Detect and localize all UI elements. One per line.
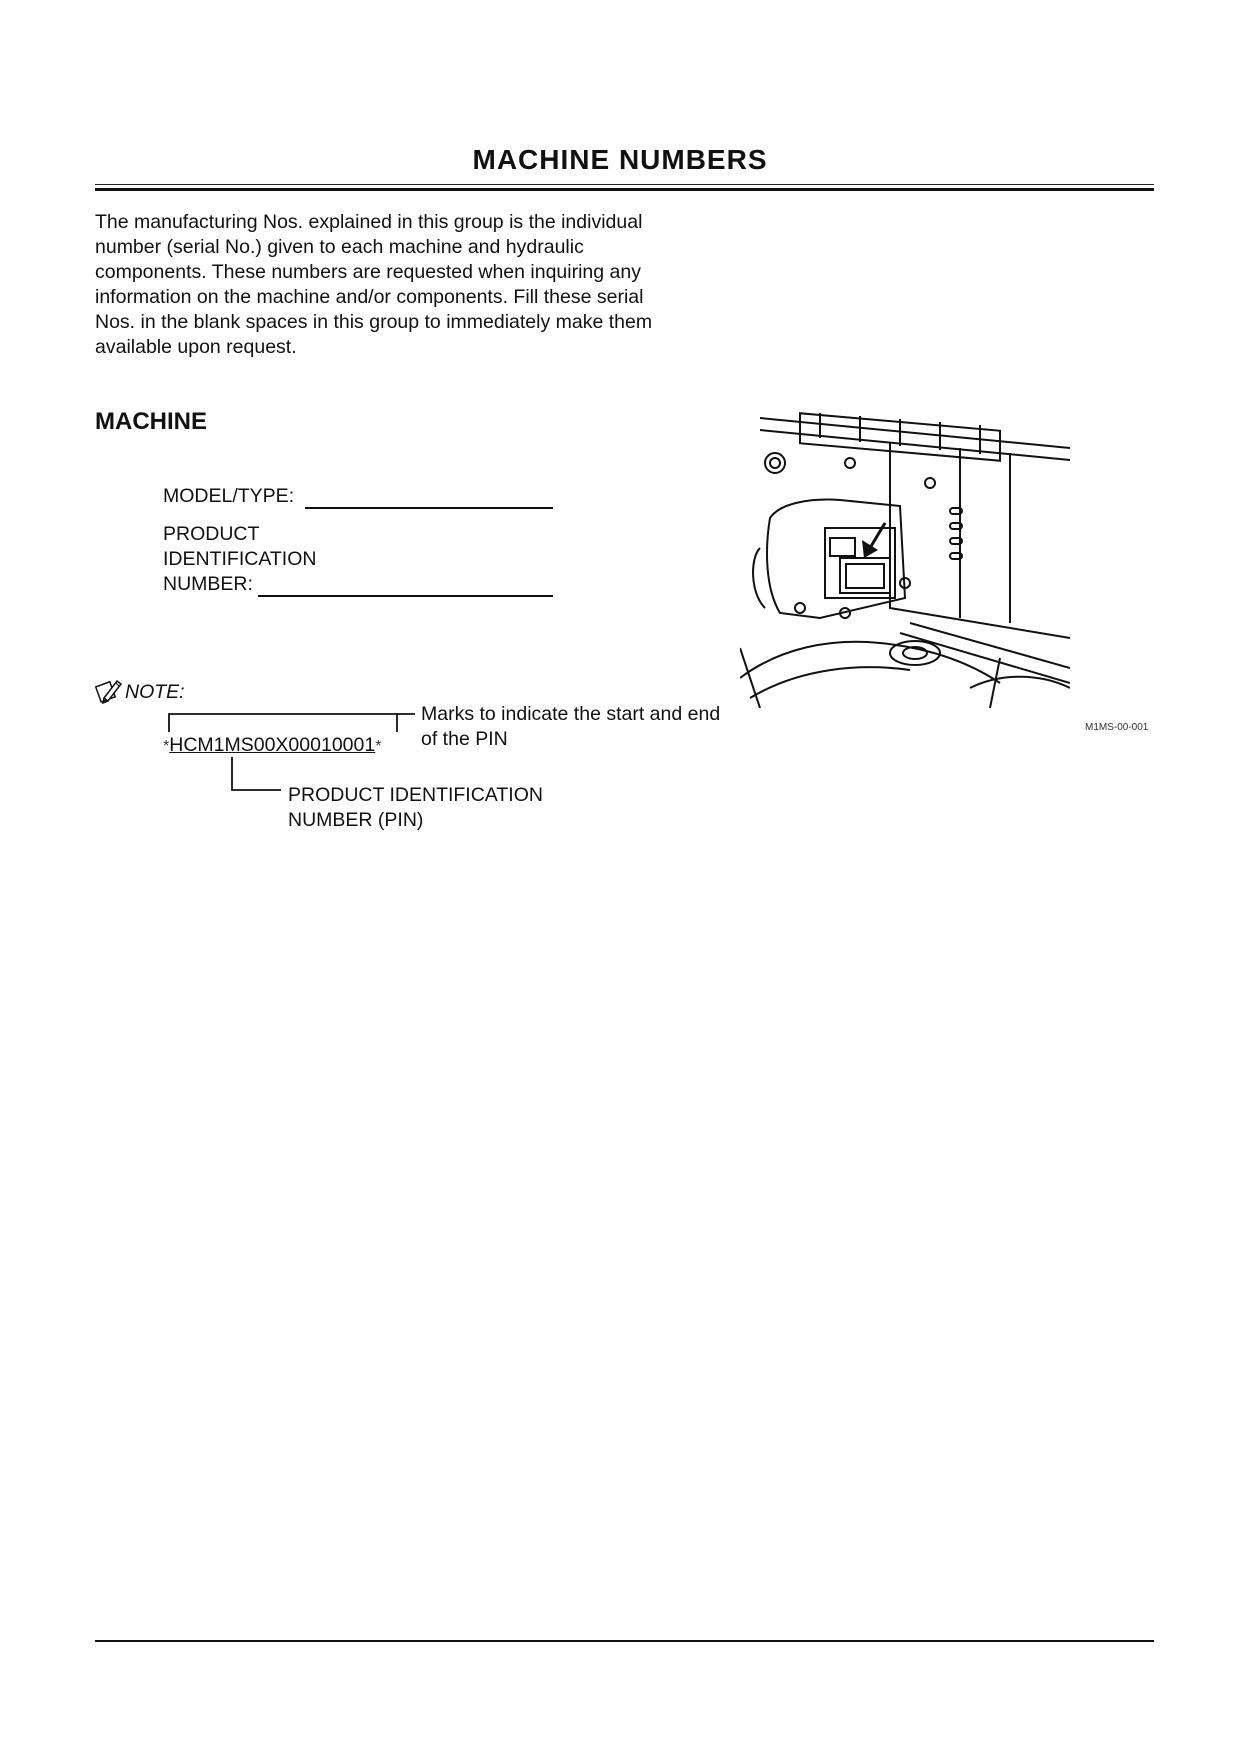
page-title: MACHINE NUMBERS: [472, 144, 768, 175]
pin-end-mark: *: [375, 738, 382, 755]
pin-example: [163, 734, 381, 758]
pin-callout-line2: NUMBER (PIN): [288, 809, 424, 831]
pin-value: HCM1MS00X00010001: [169, 734, 376, 756]
pin-field-label-line1: PRODUCT: [163, 523, 260, 545]
figure-id: M1MS-00-001: [1085, 722, 1149, 733]
intro-paragraph: The manufacturing Nos. explained in this group is the individual number (serial No.) given to each machine and hydraulic components. These numbers are requested when inquiring any information on the machine and/or components. Fill these serial Nos. in the blank spaces in this group to immediately make them available upon request.: [95, 211, 653, 358]
pin-callout-line1: PRODUCT IDENTIFICATION: [288, 784, 543, 806]
model-type-label: MODEL/TYPE:: [163, 485, 295, 507]
footer-rule: [95, 1640, 1154, 1642]
machine-plate-location-illustration: [740, 408, 1070, 708]
note-label: NOTE:: [125, 681, 185, 703]
model-type-blank[interactable]: [305, 507, 553, 509]
pin-start-mark: *: [163, 738, 170, 755]
pin-field-label-line3: NUMBER:: [163, 573, 253, 595]
pin-field-label-line2: IDENTIFICATION: [163, 548, 317, 570]
pin-blank[interactable]: [258, 595, 553, 597]
header-rule-thick: [95, 188, 1154, 191]
machine-heading: MACHINE: [95, 408, 207, 435]
marks-callout: Marks to indicate the start and end of the PIN: [421, 703, 721, 750]
pin-callout: [288, 783, 608, 833]
pencil-note-icon: [95, 676, 123, 704]
header-rule-thin: [95, 184, 1154, 185]
